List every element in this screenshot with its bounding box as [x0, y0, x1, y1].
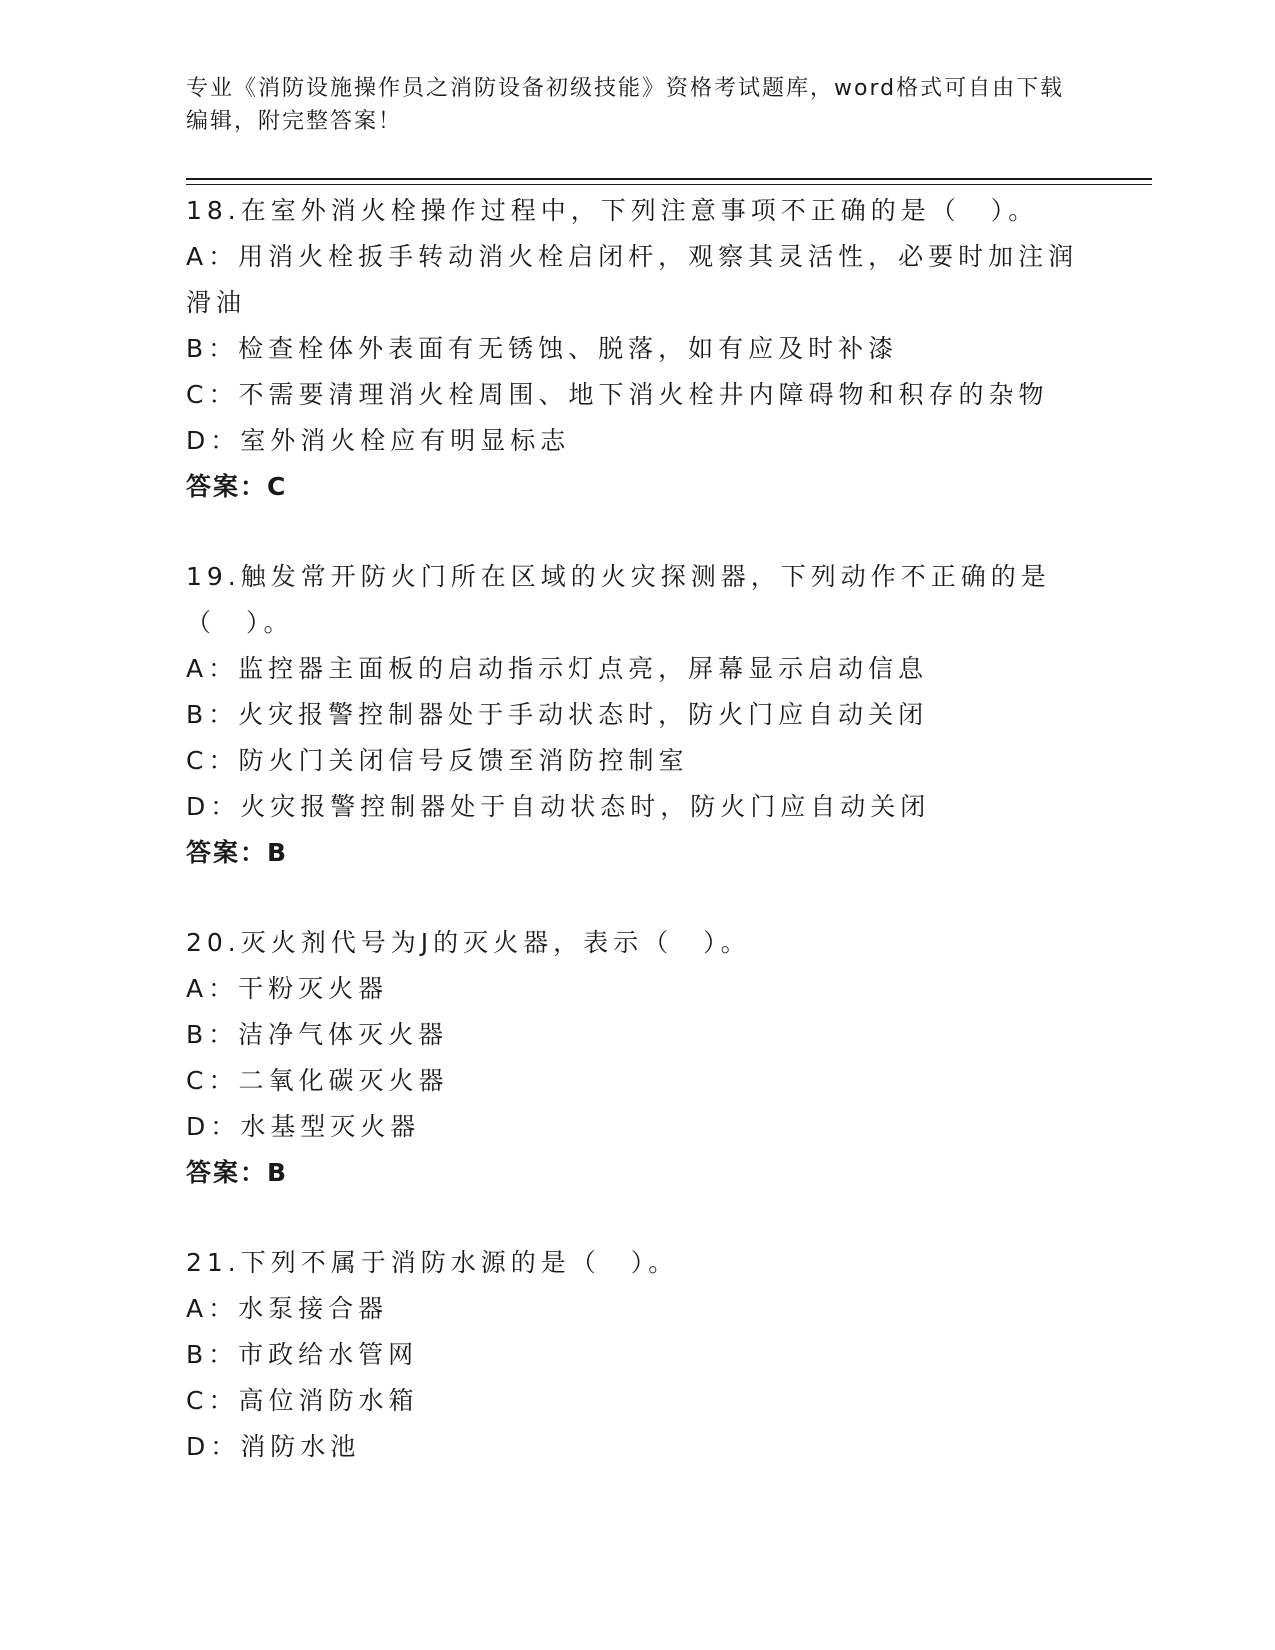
question-19 — [186, 554, 1086, 876]
option-d: D：水基型灭火器 — [186, 1112, 421, 1141]
option-c: C：防火门关闭信号反馈至消防控制室 — [186, 746, 689, 775]
header-divider-thick — [186, 178, 1152, 180]
question-list — [186, 188, 1086, 1514]
option-b: B：火灾报警控制器处于手动状态时，防火门应自动关闭 — [186, 700, 929, 729]
header-divider-thin — [186, 184, 1152, 185]
question-stem: 20.灭火剂代号为J的灭火器，表示（ ）。 — [186, 928, 751, 957]
option-d: D：火灾报警控制器处于自动状态时，防火门应自动关闭 — [186, 792, 931, 821]
answer-label: 答案：C — [186, 472, 288, 501]
question-stem: 18.在室外消火栓操作过程中，下列注意事项不正确的是（ ）。 — [186, 196, 1039, 225]
option-d: D：室外消火栓应有明显标志 — [186, 426, 571, 455]
question-stem: 19.触发常开防火门所在区域的火灾探测器，下列动作不正确的是（ ）。 — [186, 562, 1051, 637]
question-21 — [186, 1240, 1086, 1470]
option-a: A：监控器主面板的启动指示灯点亮，屏幕显示启动信息 — [186, 654, 929, 683]
option-c: C：不需要清理消火栓周围、地下消火栓井内障碍物和积存的杂物 — [186, 380, 1049, 409]
option-c: C：高位消防水箱 — [186, 1386, 419, 1415]
option-a: A：干粉灭火器 — [186, 974, 389, 1003]
option-d: D：消防水池 — [186, 1432, 361, 1461]
option-b: B：市政给水管网 — [186, 1340, 419, 1369]
document-header: 专业《消防设施操作员之消防设备初级技能》资格考试题库，word格式可自由下载编辑，附完整答案！ — [186, 76, 1065, 134]
question-stem: 21.下列不属于消防水源的是（ ）。 — [186, 1248, 679, 1277]
answer-label: 答案：B — [186, 838, 289, 867]
question-18 — [186, 188, 1086, 510]
option-b: B：洁净气体灭火器 — [186, 1020, 449, 1049]
answer-label: 答案：B — [186, 1158, 289, 1187]
option-a: A：用消火栓扳手转动消火栓启闭杆，观察其灵活性，必要时加注润滑油 — [186, 242, 1079, 317]
option-c: C：二氧化碳灭火器 — [186, 1066, 449, 1095]
option-b: B：检查栓体外表面有无锈蚀、脱落，如有应及时补漆 — [186, 334, 899, 363]
option-a: A：水泵接合器 — [186, 1294, 389, 1323]
question-20 — [186, 920, 1086, 1196]
